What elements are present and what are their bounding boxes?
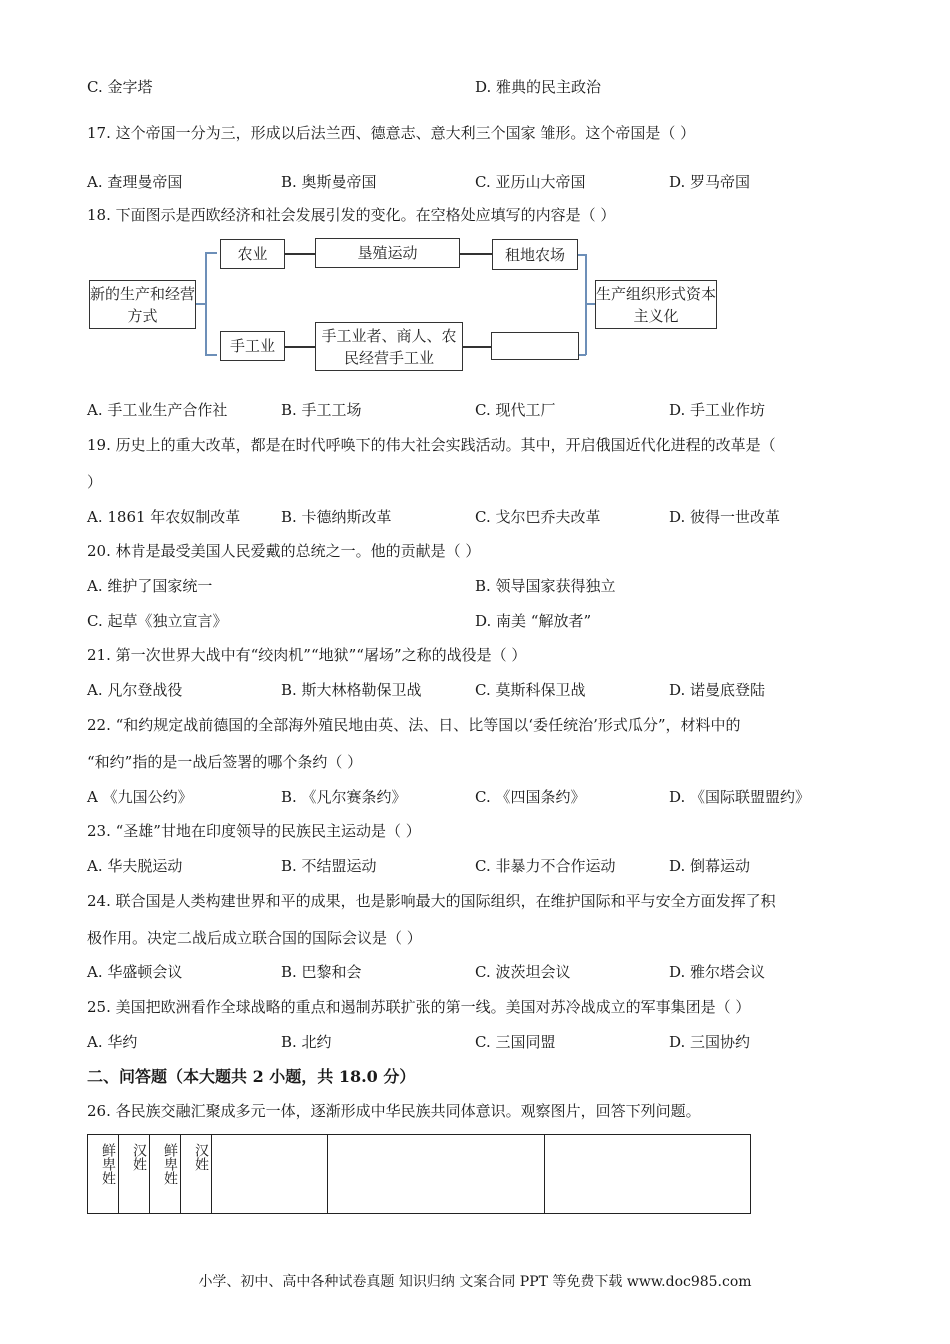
diagram-box-new-methods: 新的生产和经营方式 (89, 280, 196, 329)
q20-option-d: D. 南美 “解放者” (475, 612, 592, 630)
q20-option-c: C. 起草《独立宣言》 (87, 612, 228, 630)
q18-stem: 18. 下面图示是西欧经济和社会发展引发的变化。在空格处应填写的内容是（ ） (87, 206, 616, 224)
q23-option-c: C. 非暴力不合作运动 (475, 857, 616, 875)
q26-table (87, 1134, 751, 1214)
diagram-box-blank (491, 332, 579, 360)
q21-stem: 21. 第一次世界大战中有“绞肉机”“地狱”“屠场”之称的战役是（ ） (87, 646, 527, 664)
q22-stem-cont: “和约”指的是一战后签署的哪个条约（ ） (87, 753, 363, 771)
q18-option-d: D. 手工业作坊 (669, 401, 766, 419)
table-header-cell (150, 1135, 181, 1213)
q23-option-d: D. 倒幕运动 (669, 857, 751, 875)
diagram-box-agriculture: 农业 (220, 239, 285, 269)
diagram-box-handicraft: 手工业 (220, 331, 285, 361)
diagram-box-capitalism: 生产组织形式资本主义化 (595, 280, 717, 329)
q17-option-d: D. 罗马帝国 (669, 173, 751, 191)
q19-stem-cont: ） (87, 473, 103, 491)
q18-option-b: B. 手工工场 (281, 401, 362, 419)
q24-option-b: B. 巴黎和会 (281, 963, 362, 981)
q25-option-a: A. 华约 (87, 1033, 138, 1051)
table-header-xianbei-2: 鲜卑姓 (162, 1143, 178, 1185)
q23-option-a: A. 华夫脱运动 (87, 857, 183, 875)
q17-stem: 17. 这个帝国一分为三，形成以后法兰西、德意志、意大利三个国家 雏形。这个帝国是（ ） (87, 124, 696, 142)
q16-option-c: C. 金字塔 (87, 78, 153, 96)
q21-option-b: B. 斯大林格勒保卫战 (281, 681, 422, 699)
q19-option-b: B. 卡德纳斯改革 (281, 508, 392, 526)
diagram-box-handicraft-people: 手工业者、商人、农民经营手工业 (315, 322, 463, 371)
q24-option-c: C. 波茨坦会议 (475, 963, 571, 981)
q25-option-c: C. 三国同盟 (475, 1033, 556, 1051)
q19-stem: 19. 历史上的重大改革，都是在时代呼唤下的伟大社会实践活动。其中，开启俄国近代化进程的改革是（ (87, 436, 776, 454)
q19-option-c: C. 戈尔巴乔夫改革 (475, 508, 601, 526)
diagram-box-reclamation: 垦殖运动 (315, 238, 460, 268)
q25-stem: 25. 美国把欧洲看作全球战略的重点和遏制苏联扩张的第一线。美国对苏冷战成立的军事集团是（ ） (87, 998, 751, 1016)
table-header-han-1: 汉姓 (131, 1143, 147, 1171)
table-header-cell (181, 1135, 212, 1213)
q22-option-d: D. 《国际联盟盟约》 (669, 788, 811, 806)
q20-stem: 20. 林肯是最受美国人民爱戴的总统之一。他的贡献是（ ） (87, 542, 481, 560)
q22-stem: 22. “和约规定战前德国的全部海外殖民地由英、法、日、比等国以‘委任统治’形式瓜分”，材料中的 (87, 716, 741, 734)
q18-option-c: C. 现代工厂 (475, 401, 556, 419)
q18-option-a: A. 手工业生产合作社 (87, 401, 228, 419)
q20-option-b: B. 领导国家获得独立 (475, 577, 616, 595)
q20-option-a: A. 维护了国家统一 (87, 577, 213, 595)
q24-stem-cont: 极作用。决定二战后成立联合国的国际会议是（ ） (87, 929, 422, 947)
table-header-cell (119, 1135, 150, 1213)
q22-option-a: A 《九国公约》 (87, 788, 193, 806)
q25-option-b: B. 北约 (281, 1033, 332, 1051)
q21-option-d: D. 诺曼底登陆 (669, 681, 766, 699)
q25-option-d: D. 三国协约 (669, 1033, 751, 1051)
q22-option-c: C. 《四国条约》 (475, 788, 586, 806)
q23-option-b: B. 不结盟运动 (281, 857, 377, 875)
table-image-cell (212, 1135, 328, 1213)
page-footer: 小学、初中、高中各种试卷真题 知识归纳 文案合同 PPT 等免费下载 www.doc985.com (198, 1274, 752, 1290)
table-header-xianbei-1: 鲜卑姓 (100, 1143, 116, 1185)
table-header-han-2: 汉姓 (193, 1143, 209, 1171)
table-image-cell (328, 1135, 545, 1213)
q22-option-b: B. 《凡尔赛条约》 (281, 788, 407, 806)
q24-option-d: D. 雅尔塔会议 (669, 963, 766, 981)
q21-option-a: A. 凡尔登战役 (87, 681, 183, 699)
table-header-cell (88, 1135, 119, 1213)
q24-stem: 24. 联合国是人类构建世界和平的成果，也是影响最大的国际组织，在维护国际和平与安全方面发挥了积 (87, 892, 776, 910)
q26-stem: 26. 各民族交融汇聚成多元一体，逐渐形成中华民族共同体意识。观察图片，回答下列问题。 (87, 1102, 701, 1120)
q21-option-c: C. 莫斯科保卫战 (475, 681, 586, 699)
table-image-cell (545, 1135, 750, 1213)
diagram-box-tenant-farm: 租地农场 (492, 239, 578, 270)
q23-stem: 23. “圣雄”甘地在印度领导的民族民主运动是（ ） (87, 822, 421, 840)
q24-option-a: A. 华盛顿会议 (87, 963, 183, 981)
q19-option-a: A. 1861 年农奴制改革 (87, 508, 241, 526)
q16-option-d: D. 雅典的民主政治 (475, 78, 602, 96)
q17-option-a: A. 查理曼帝国 (87, 173, 183, 191)
q17-option-b: B. 奥斯曼帝国 (281, 173, 377, 191)
section-heading: 二、问答题（本大题共 2 小题，共 18.0 分） (87, 1067, 416, 1086)
q17-option-c: C. 亚历山大帝国 (475, 173, 586, 191)
q19-option-d: D. 彼得一世改革 (669, 508, 781, 526)
